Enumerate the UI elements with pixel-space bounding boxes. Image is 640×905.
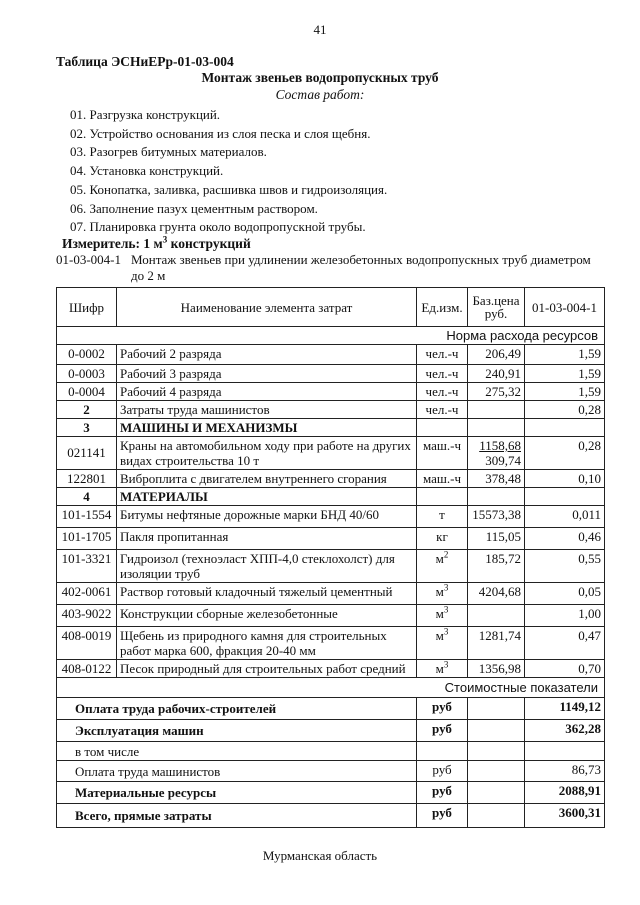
cost-label: Стоимостные показатели bbox=[57, 678, 605, 698]
table-header bbox=[57, 288, 605, 327]
table-row: 101-1554 Битумы нефтяные дорожные марки БНД 40/60 т 15573,38 0,011 bbox=[57, 506, 605, 528]
work-item: 01. Разгрузка конструкций. bbox=[70, 107, 221, 122]
header-name: Наименование элемента затрат bbox=[117, 288, 417, 327]
summary-row: Всего, прямые затраты руб 3600,31 bbox=[57, 804, 605, 828]
norm-label: Норма расхода ресурсов bbox=[57, 327, 605, 345]
meter: Измеритель: 1 $м^3$ конструкций bbox=[62, 234, 251, 251]
footer-region: Мурманская область bbox=[262, 848, 378, 863]
table-row: 2 Затраты труда машинистов чел.-ч 0,28 bbox=[57, 401, 605, 419]
work-item: 04. Установка конструкций. bbox=[70, 163, 224, 179]
summary-row: в том числе bbox=[57, 742, 605, 761]
page-title: Монтаж звеньев водопропускных труб bbox=[201, 70, 439, 85]
page-number: 41 bbox=[313, 22, 327, 37]
summary-row: Оплата труда машинистов руб 86,73 bbox=[57, 761, 605, 782]
table-row: 408-0122 Песок природный для строительных работ средний $м^3$ 1356,98 0,70 bbox=[57, 660, 605, 678]
cost-label-row bbox=[57, 678, 605, 698]
header-unit: Ед.изм. bbox=[417, 288, 468, 327]
works-list bbox=[70, 106, 387, 237]
item-description: Монтаж звеньев при удлинении железобетонных водопропускных труб диаметром до 2 м bbox=[131, 252, 591, 283]
section-row: 4 МАТЕРИАЛЫ bbox=[57, 488, 605, 506]
item-code: 01-03-004-1 bbox=[56, 252, 121, 267]
table-row: 101-1705 Пакля пропитанная кг 115,05 0,46 bbox=[57, 528, 605, 550]
header-price: Баз.цена руб. bbox=[468, 288, 525, 327]
table-row: 101-3321 Гидроизол (техноэласт ХПП-4,0 стеклохолст) для изоляции труб $м^2$ 185,72 0,55 bbox=[57, 550, 605, 583]
work-item: 05. Конопатка, заливка, расшивка швов и гидроизоляция. bbox=[70, 181, 388, 197]
table-row: 402-0061 Раствор готовый кладочный тяжелый цементный $м^3$ 4204,68 0,05 bbox=[57, 583, 605, 605]
header-norm: 01-03-004-1 bbox=[525, 288, 605, 327]
summary-row: Материальные ресурсы руб 2088,91 bbox=[57, 782, 605, 804]
norm-label-row bbox=[57, 327, 605, 345]
summary-row: Эксплуатация машин руб 362,28 bbox=[57, 720, 605, 742]
header-code: Шифр bbox=[57, 288, 117, 327]
work-item: 02. Устройство основания из слоя песка и слоя щебня. bbox=[70, 125, 371, 141]
table-row: 0-0002 Рабочий 2 разряда чел.-ч 206,49 1,59 bbox=[57, 345, 605, 365]
composition-title: Состав работ: bbox=[275, 87, 365, 102]
work-item: 06. Заполнение пазух цементным раствором. bbox=[70, 200, 318, 216]
table-row: 408-0019 Щебень из природного камня для строительных работ марка 600, фракция 20-40 мм $м^3$ 1281,74 0,47 bbox=[57, 627, 605, 660]
section-row: 3 МАШИНЫ И МЕХАНИЗМЫ bbox=[57, 419, 605, 437]
norms-table bbox=[56, 287, 605, 828]
summary-row: Оплата труда рабочих-строителей руб 1149,12 bbox=[57, 698, 605, 720]
table-row: 403-9022 Конструкции сборные железобетонные $м^3$ 1,00 bbox=[57, 605, 605, 627]
work-item: 03. Разогрев битумных материалов. bbox=[70, 144, 267, 160]
work-item: 07. Планировка грунта около водопропускной трубы. bbox=[70, 219, 366, 235]
table-row: 0-0003 Рабочий 3 разряда чел.-ч 240,91 1,59 bbox=[57, 365, 605, 383]
table-row: 0-0004 Рабочий 4 разряда чел.-ч 275,32 1,59 bbox=[57, 383, 605, 401]
table-code: Таблица ЭСНиЕРр-01-03-004 bbox=[56, 54, 234, 69]
table-row: 122801 Виброплита с двигателем внутреннего сгорания маш.-ч 378,48 0,10 bbox=[57, 470, 605, 488]
table-row: 021141 Краны на автомобильном ходу при работе на других видах строительства 10 т маш.-ч 1158,68 309,74 0,28 bbox=[57, 437, 605, 470]
